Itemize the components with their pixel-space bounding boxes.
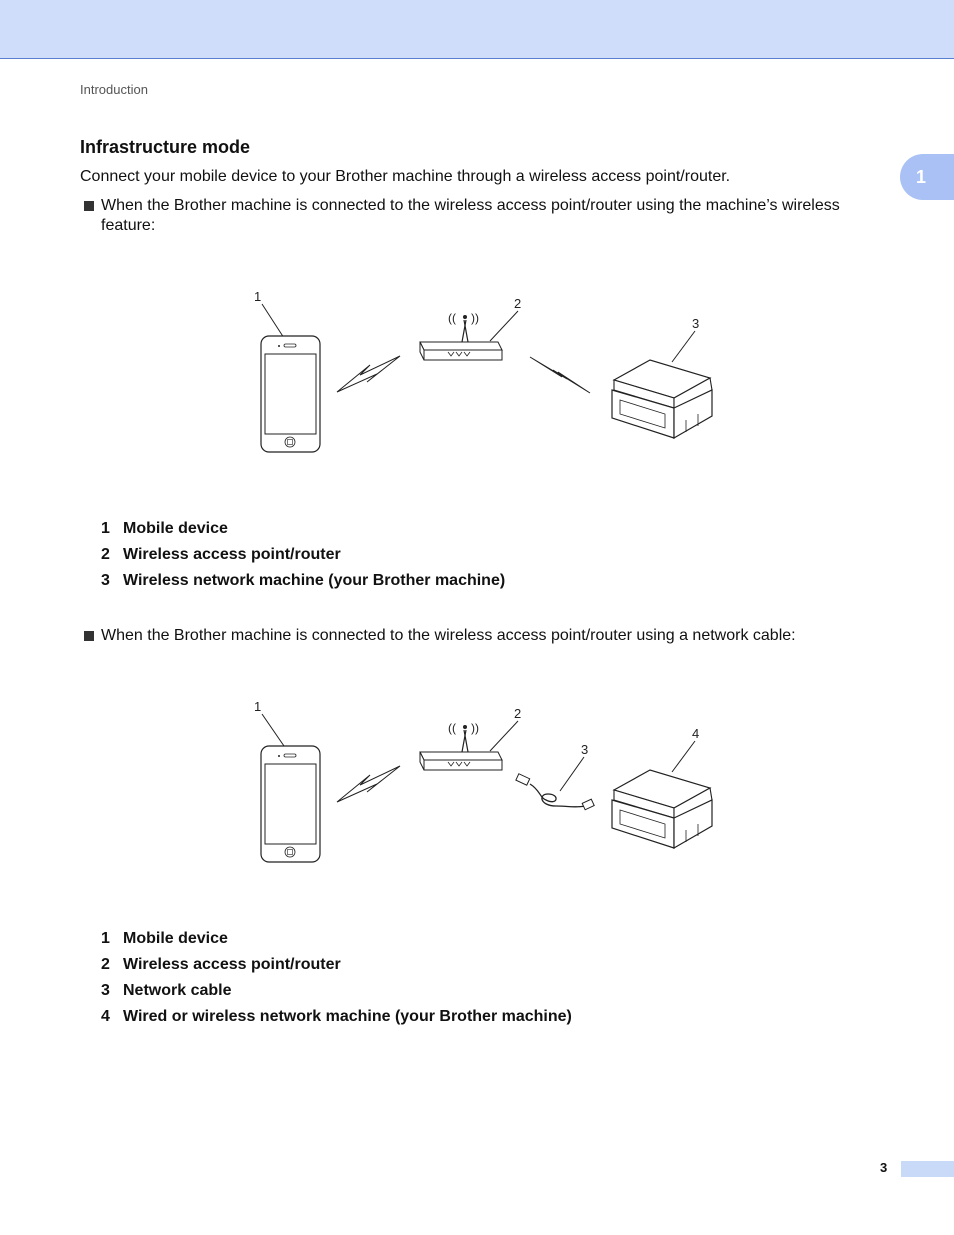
printer-icon (612, 360, 712, 465)
header-band (0, 0, 954, 59)
printer-icon (612, 770, 712, 875)
diagram-wired (240, 690, 730, 875)
wireless-signal-icon (337, 356, 400, 392)
legend-item (101, 930, 572, 956)
wireless-signal-icon (337, 766, 400, 802)
callout-1: 1 (254, 289, 262, 304)
legend-diagram-2 (101, 930, 572, 1034)
legend-label: Wireless access point/router (123, 546, 341, 563)
svg-text:)): )) (471, 311, 479, 325)
legend-item (101, 956, 572, 982)
legend-item (101, 1008, 572, 1034)
chapter-number: 1 (916, 166, 927, 187)
square-bullet-icon (84, 631, 94, 641)
callout-2: 2 (514, 296, 522, 311)
page-number-bar (901, 1161, 954, 1177)
legend-item (101, 572, 505, 598)
svg-text:)): )) (471, 721, 479, 735)
legend-item (101, 546, 505, 572)
callout-2: 2 (514, 706, 522, 721)
legend-number: 4 (101, 1008, 110, 1025)
chapter-tab (900, 154, 954, 200)
legend-number: 2 (101, 546, 110, 563)
legend-diagram-1 (101, 520, 505, 598)
legend-label: Network cable (123, 982, 232, 999)
legend-label: Wireless access point/router (123, 956, 341, 973)
mobile-device-icon (261, 336, 320, 452)
svg-text:((: (( (448, 721, 456, 735)
bullet-text: When the Brother machine is connected to the wireless access point/router using a network cable: (101, 627, 796, 644)
bullet-text: When the Brother machine is connected to the wireless access point/router using the machine’s wireless feature: (101, 197, 840, 234)
page-number: 3 (880, 1160, 888, 1175)
legend-number: 1 (101, 930, 110, 947)
legend-label: Mobile device (123, 520, 228, 537)
legend-number: 3 (101, 982, 110, 999)
router-icon (420, 721, 502, 770)
wireless-signal-icon (530, 357, 590, 393)
legend-label: Mobile device (123, 930, 228, 947)
legend-label: Wireless network machine (your Brother machine) (123, 572, 506, 589)
callout-4: 4 (692, 726, 700, 741)
callout-1: 1 (254, 699, 262, 714)
legend-number: 3 (101, 572, 110, 589)
bullet-item (84, 196, 891, 236)
network-cable-icon (516, 774, 594, 810)
diagram-wireless (240, 280, 730, 465)
legend-item (101, 982, 572, 1008)
bullet-item (84, 626, 891, 646)
legend-item (101, 520, 505, 546)
legend-number: 1 (101, 520, 110, 537)
intro-paragraph: Connect your mobile device to your Brother machine through a wireless access point/router. (80, 168, 731, 185)
legend-number: 2 (101, 956, 110, 973)
callout-3: 3 (581, 742, 589, 757)
square-bullet-icon (84, 201, 94, 211)
svg-text:((: (( (448, 311, 456, 325)
router-icon (420, 311, 502, 360)
section-title: Infrastructure mode (80, 137, 251, 157)
legend-label: Wired or wireless network machine (your Brother machine) (123, 1008, 572, 1025)
breadcrumb: Introduction (80, 82, 148, 97)
callout-3: 3 (692, 316, 700, 331)
mobile-device-icon (261, 746, 320, 862)
